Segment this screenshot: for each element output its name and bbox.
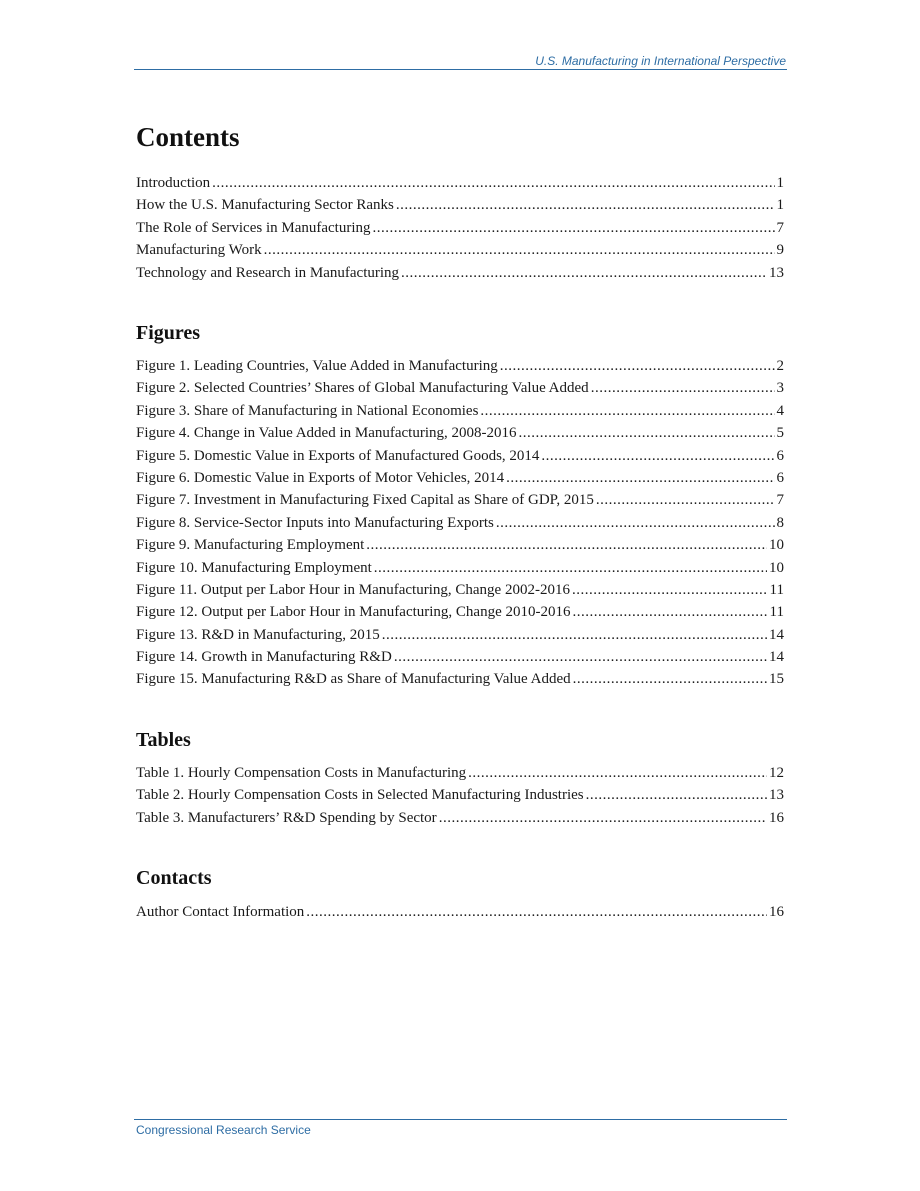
toc-entry-label[interactable]: Figure 7. Investment in Manufacturing Fixed Capital as Share of GDP, 2015 — [136, 492, 594, 509]
toc-entry-page-number[interactable]: 1 — [776, 197, 784, 214]
toc-entry[interactable] — [136, 489, 784, 511]
figures-heading: Figures — [136, 322, 201, 344]
toc-entry-label[interactable]: How the U.S. Manufacturing Sector Ranks — [136, 197, 394, 214]
toc-entry[interactable] — [136, 262, 784, 284]
toc-entry-label[interactable]: Technology and Research in Manufacturing — [136, 264, 400, 281]
toc-entry-page-number[interactable]: 13 — [769, 264, 784, 281]
toc-entry-page-number[interactable]: 4 — [776, 402, 784, 419]
toc-entry-label[interactable]: Manufacturing Work — [136, 242, 262, 259]
dot-leader — [212, 172, 774, 194]
toc-entry-page-number[interactable]: 9 — [776, 242, 784, 259]
dot-leader — [573, 601, 768, 623]
dot-leader — [596, 489, 775, 511]
toc-entry-label[interactable]: Table 1. Hourly Compensation Costs in Manufacturing — [136, 765, 467, 781]
toc-entry-page-number[interactable]: 6 — [776, 447, 784, 464]
dot-leader — [264, 239, 775, 261]
toc-entry[interactable] — [136, 445, 784, 467]
toc-entry-page-number[interactable]: 13 — [769, 787, 784, 804]
tables-list — [136, 762, 784, 829]
contacts-heading: Contacts — [136, 867, 212, 889]
dot-leader — [382, 624, 767, 646]
toc-entry-page-number[interactable]: 16 — [769, 904, 784, 920]
toc-entry-label[interactable]: Figure 2. Selected Countries’ Shares of Global Manufacturing Value Added — [136, 380, 589, 397]
footer-source: Congressional Research Service — [136, 1123, 311, 1137]
toc-entry[interactable] — [136, 762, 784, 784]
toc-entry[interactable] — [136, 534, 784, 556]
toc-entry[interactable] — [136, 784, 784, 806]
toc-entry[interactable] — [136, 172, 784, 194]
dot-leader — [591, 377, 775, 399]
figures-list — [136, 355, 784, 691]
toc-entry-page-number[interactable]: 12 — [769, 765, 784, 781]
toc-entry[interactable] — [136, 194, 784, 216]
toc-entry-label[interactable]: Figure 6. Domestic Value in Exports of Motor Vehicles, 2014 — [136, 469, 505, 486]
dot-leader — [572, 579, 768, 601]
toc-entry-label[interactable]: Author Contact Information — [136, 904, 305, 920]
toc-entry-page-number[interactable]: 14 — [769, 626, 784, 643]
toc-entry-label[interactable]: Figure 8. Service-Sector Inputs into Manufacturing Exports — [136, 514, 494, 531]
toc-entry-page-number[interactable]: 11 — [769, 604, 784, 621]
contacts-list — [136, 901, 784, 923]
dot-leader — [401, 262, 767, 284]
toc-entry[interactable] — [136, 355, 784, 377]
dot-leader — [519, 422, 775, 444]
toc-entry-label[interactable]: Figure 4. Change in Value Added in Manufacturing, 2008-2016 — [136, 425, 517, 442]
toc-entry-page-number[interactable]: 1 — [776, 175, 784, 191]
toc-entry-label[interactable]: The Role of Services in Manufacturing — [136, 219, 371, 236]
toc-entry[interactable] — [136, 901, 784, 923]
dot-leader — [541, 445, 774, 467]
toc-entry[interactable] — [136, 668, 784, 690]
toc-entry-label[interactable]: Table 2. Hourly Compensation Costs in Selected Manufacturing Industries — [136, 787, 584, 804]
toc-entry[interactable] — [136, 239, 784, 261]
toc-entry-label[interactable]: Figure 14. Growth in Manufacturing R&D — [136, 649, 392, 666]
toc-entry-label[interactable]: Figure 15. Manufacturing R&D as Share of Manufacturing Value Added — [136, 671, 571, 688]
toc-entry[interactable] — [136, 467, 784, 489]
toc-entry-label[interactable]: Figure 3. Share of Manufacturing in National Economies — [136, 402, 479, 419]
toc-entry-page-number[interactable]: 15 — [769, 671, 784, 688]
toc-entry[interactable] — [136, 601, 784, 623]
toc-entry-page-number[interactable]: 3 — [776, 380, 784, 397]
toc-entry-page-number[interactable]: 14 — [769, 649, 784, 666]
tables-heading: Tables — [136, 729, 191, 751]
toc-entry-page-number[interactable]: 7 — [776, 219, 784, 236]
toc-entry-label[interactable]: Table 3. Manufacturers’ R&D Spending by Sector — [136, 809, 437, 826]
running-header-title: U.S. Manufacturing in International Perspective — [535, 54, 786, 68]
toc-entry[interactable] — [136, 624, 784, 646]
dot-leader — [366, 534, 767, 556]
dot-leader — [439, 807, 767, 829]
dot-leader — [586, 784, 767, 806]
dot-leader — [480, 400, 774, 422]
dot-leader — [573, 668, 767, 690]
dot-leader — [394, 646, 767, 668]
toc-entry-page-number[interactable]: 10 — [769, 537, 784, 554]
toc-entry[interactable] — [136, 400, 784, 422]
toc-entry[interactable] — [136, 217, 784, 239]
toc-entry-page-number[interactable]: 16 — [769, 809, 784, 826]
toc-entry-label[interactable]: Figure 5. Domestic Value in Exports of Manufactured Goods, 2014 — [136, 447, 540, 464]
toc-entry-page-number[interactable]: 7 — [776, 492, 784, 509]
dot-leader — [374, 557, 767, 579]
toc-entry-page-number[interactable]: 10 — [769, 559, 784, 576]
footer-divider — [134, 1119, 787, 1120]
dot-leader — [496, 512, 775, 534]
contents-list — [136, 172, 784, 284]
toc-entry-label[interactable]: Figure 1. Leading Countries, Value Added in Manufacturing — [136, 358, 498, 374]
toc-entry-label[interactable]: Figure 9. Manufacturing Employment — [136, 537, 365, 554]
dot-leader — [306, 901, 767, 923]
toc-entry-label[interactable]: Figure 11. Output per Labor Hour in Manufacturing, Change 2002-2016 — [136, 581, 570, 598]
toc-entry[interactable] — [136, 579, 784, 601]
toc-entry[interactable] — [136, 557, 784, 579]
toc-entry-page-number[interactable]: 2 — [776, 358, 784, 374]
toc-entry-page-number[interactable]: 11 — [769, 581, 784, 598]
toc-entry-label[interactable]: Introduction — [136, 175, 211, 191]
dot-leader — [500, 355, 775, 377]
toc-entry[interactable] — [136, 512, 784, 534]
toc-entry[interactable] — [136, 807, 784, 829]
toc-entry-page-number[interactable]: 5 — [776, 425, 784, 442]
contents-heading: Contents — [136, 122, 240, 152]
toc-entry-label[interactable]: Figure 12. Output per Labor Hour in Manufacturing, Change 2010-2016 — [136, 604, 571, 621]
toc-entry[interactable] — [136, 377, 784, 399]
toc-entry-page-number[interactable]: 6 — [776, 469, 784, 486]
dot-leader — [396, 194, 775, 216]
dot-leader — [468, 762, 767, 784]
toc-entry-label[interactable]: Figure 13. R&D in Manufacturing, 2015 — [136, 626, 380, 643]
toc-entry-label[interactable]: Figure 10. Manufacturing Employment — [136, 559, 372, 576]
toc-entry-page-number[interactable]: 8 — [776, 514, 784, 531]
dot-leader — [506, 467, 774, 489]
header-divider — [134, 69, 787, 70]
dot-leader — [373, 217, 775, 239]
toc-entry[interactable] — [136, 646, 784, 668]
toc-entry[interactable] — [136, 422, 784, 444]
